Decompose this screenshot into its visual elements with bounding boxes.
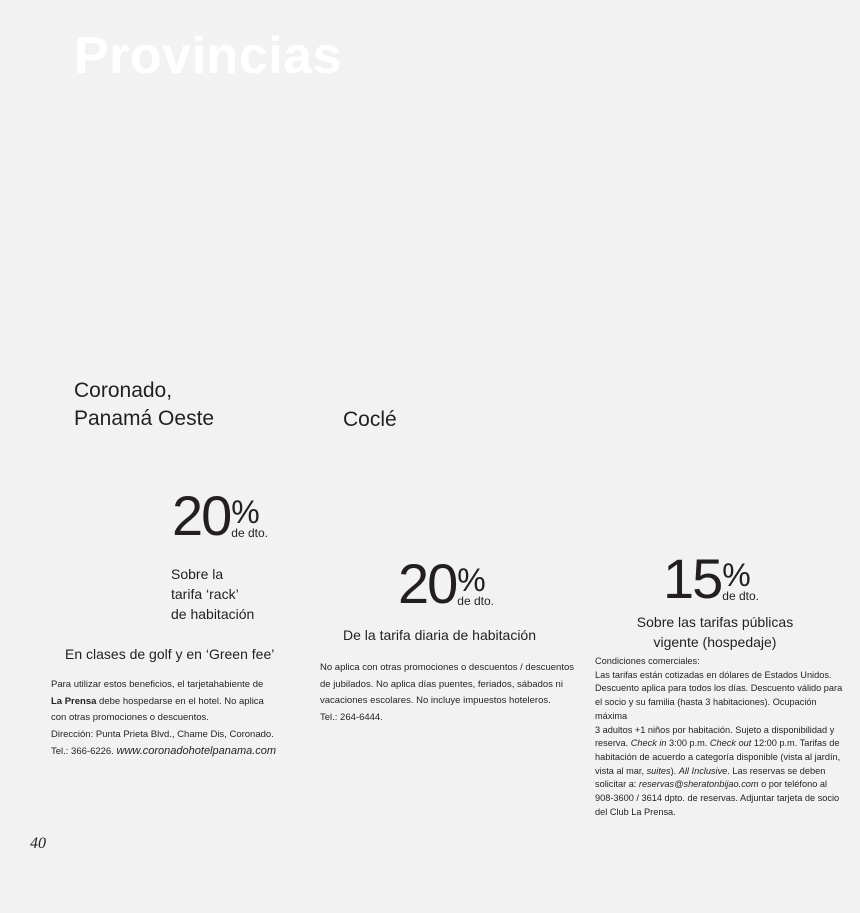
- percent-symbol: %: [722, 557, 751, 593]
- page-title: Provincias: [74, 27, 343, 85]
- note-line: Para utilizar estos beneficios, el tarjetahabiente de: [51, 679, 264, 690]
- percent-symbol: %: [231, 494, 260, 530]
- cond-text: o por teléfono al: [758, 779, 828, 790]
- cond-text: reserva.: [595, 738, 631, 749]
- note-line: [51, 743, 311, 761]
- discount-badge-coronado: [172, 484, 268, 547]
- discount-suffix: de dto.: [231, 526, 268, 540]
- region-line-1: Coronado,: [74, 379, 173, 402]
- cond-line: del Club La Prensa.: [595, 806, 676, 817]
- golf-offer: En clases de golf y en ‘Green fee’: [65, 646, 275, 662]
- note-line: Tel.: 264-6444.: [320, 711, 383, 723]
- suites-label: suites: [646, 765, 671, 776]
- cond-text: . Las reservas se deben: [727, 765, 826, 776]
- cond-line: Descuento aplica para todos los días. Descuento válido para: [595, 683, 843, 694]
- note-line: de jubilados. No aplica días puentes, feriados, sábados ni: [320, 678, 563, 690]
- percent-symbol: %: [457, 562, 486, 598]
- website-link[interactable]: www.coronadohotelpanama.com: [116, 745, 277, 757]
- cond-line: el socio y su familia (hasta 3 habitaciones). Ocupación máxima: [595, 697, 817, 721]
- note-line: [51, 694, 311, 711]
- all-inclusive-label: All Inclusive: [678, 765, 728, 776]
- terms-note-coronado: [51, 677, 311, 761]
- checkout-label: Check out: [709, 738, 752, 749]
- cond-text: 3:00 p.m.: [666, 738, 710, 749]
- brand-name: La Prensa: [51, 695, 97, 707]
- note-line: No aplica con otras promociones o descuentos / descuentos: [320, 662, 575, 673]
- cond-line: Las tarifas están cotizadas en dólares de Estados Unidos.: [595, 669, 832, 680]
- region-line-2: Panamá Oeste: [74, 407, 215, 430]
- note-line: Dirección: Punta Prieta Blvd., Chame Dis, Coronado.: [51, 728, 274, 740]
- region-heading-cocle: Coclé: [343, 408, 397, 431]
- checkin-label: Check in: [630, 738, 667, 749]
- offer-description-coronado: [171, 564, 254, 624]
- discount-value: 15: [663, 547, 722, 610]
- cond-line: [595, 737, 845, 751]
- offer-description-cocle: De la tarifa diaria de habitación: [343, 627, 537, 643]
- page-number: 40: [30, 835, 46, 852]
- phone-text: Tel.: 366-6226.: [51, 746, 117, 757]
- offer-line: Sobre la: [171, 566, 224, 582]
- terms-note-cocle: [320, 660, 580, 726]
- discount-value: 20: [398, 552, 457, 615]
- cond-text: ).: [670, 765, 679, 776]
- offer-line: vigente (hospedaje): [653, 634, 777, 650]
- reservation-email[interactable]: reservas@sheratonbijao.com: [638, 779, 759, 790]
- discount-badge-sheraton: [663, 547, 759, 610]
- cond-line: [595, 778, 845, 792]
- cond-text: 12:00 p.m. Tarifas de: [751, 738, 840, 749]
- offer-line: Sobre las tarifas públicas: [636, 614, 794, 630]
- note-line: con otras promociones o descuentos.: [51, 712, 209, 723]
- note-line: vacaciones escolares. No incluye impuestos hoteleros.: [320, 695, 551, 706]
- note-text: debe hospedarse en el hotel. No aplica: [96, 695, 264, 707]
- cond-text: vista al mar,: [595, 765, 647, 776]
- discount-suffix: de dto.: [457, 594, 494, 608]
- cond-line: 908-3600 / 3614 dpto. de reservas. Adjuntar tarjeta de socio: [595, 793, 840, 804]
- discount-badge-cocle: [398, 552, 494, 615]
- discount-suffix: de dto.: [722, 589, 759, 603]
- offer-description-sheraton: [620, 612, 810, 652]
- offer-line: tarifa ‘rack’: [171, 586, 239, 602]
- region-heading-coronado: [74, 377, 214, 433]
- cond-line: habitación de acuerdo a categoría disponible (vista al jardín,: [595, 751, 841, 762]
- commercial-conditions: [595, 655, 845, 819]
- cond-line: 3 adultos +1 niños por habitación. Sujeto a disponibilidad y: [595, 724, 835, 735]
- cond-line: [595, 765, 845, 779]
- conditions-heading: Condiciones comerciales:: [595, 656, 700, 666]
- discount-value: 20: [172, 484, 231, 547]
- cond-text: solicitar a:: [595, 779, 639, 790]
- offer-line: de habitación: [171, 606, 255, 622]
